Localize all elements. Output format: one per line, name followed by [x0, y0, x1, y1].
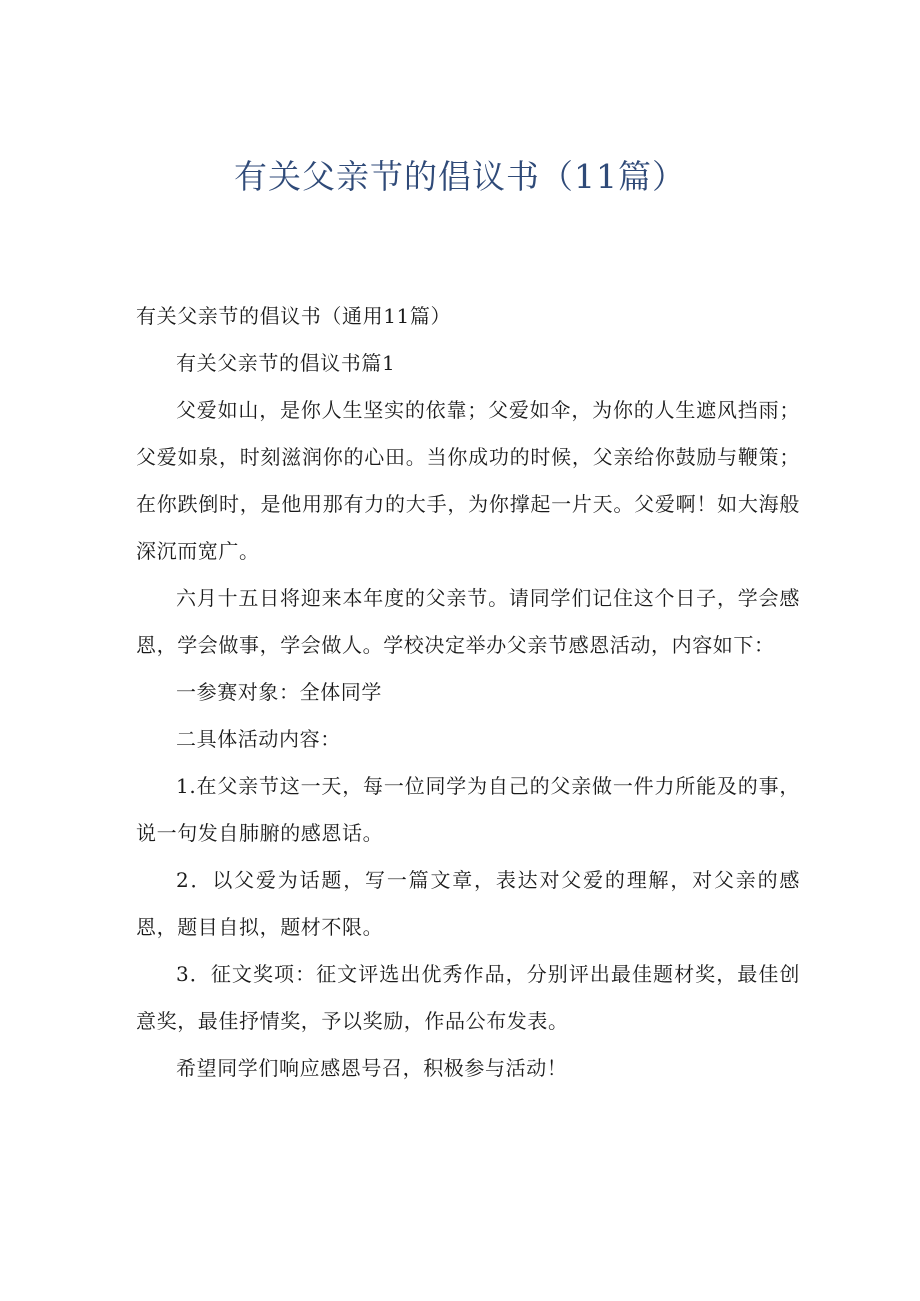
- paragraph-activity-1: 1.在父亲节这一天，每一位同学为自己的父亲做一件力所能及的事，说一句发自肺腑的感恩话。: [136, 774, 800, 845]
- paragraph-announcement: 六月十五日将迎来本年度的父亲节。请同学们记住这个日子，学会感恩，学会做事，学会做人。学校决定举办父亲节感恩活动，内容如下：: [136, 586, 800, 657]
- paragraph-closing: 希望同学们响应感恩号召，积极参与活动！: [176, 1056, 568, 1080]
- paragraph-activity-3: 3．征文奖项：征文评选出优秀作品，分别评出最佳题材奖，最佳创意奖，最佳抒情奖，予以奖励，作品公布发表。: [136, 962, 800, 1033]
- paragraph-activity-2: 2．以父爱为话题，写一篇文章，表达对父爱的理解，对父亲的感恩，题目自拟，题材不限。: [136, 868, 800, 939]
- document-title: 有关父亲节的倡议书（11篇）: [234, 157, 686, 196]
- paragraph-intro: 父爱如山，是你人生坚实的依靠；父爱如伞，为你的人生遮风挡雨；父爱如泉，时刻滋润你的心田。当你成功的时候，父亲给你鼓励与鞭策；在你跌倒时，是他用那有力的大手，为你撑起一片天。父爱啊！如大海般深沉而宽广。: [136, 398, 800, 563]
- paragraph-activities-heading: 二具体活动内容：: [176, 727, 341, 751]
- document-body: [136, 293, 800, 1092]
- document-subtitle: 有关父亲节的倡议书（通用11篇）: [136, 304, 452, 328]
- paragraph-participants: 一参赛对象：全体同学: [176, 680, 382, 704]
- section-heading: 有关父亲节的倡议书篇1: [176, 351, 396, 375]
